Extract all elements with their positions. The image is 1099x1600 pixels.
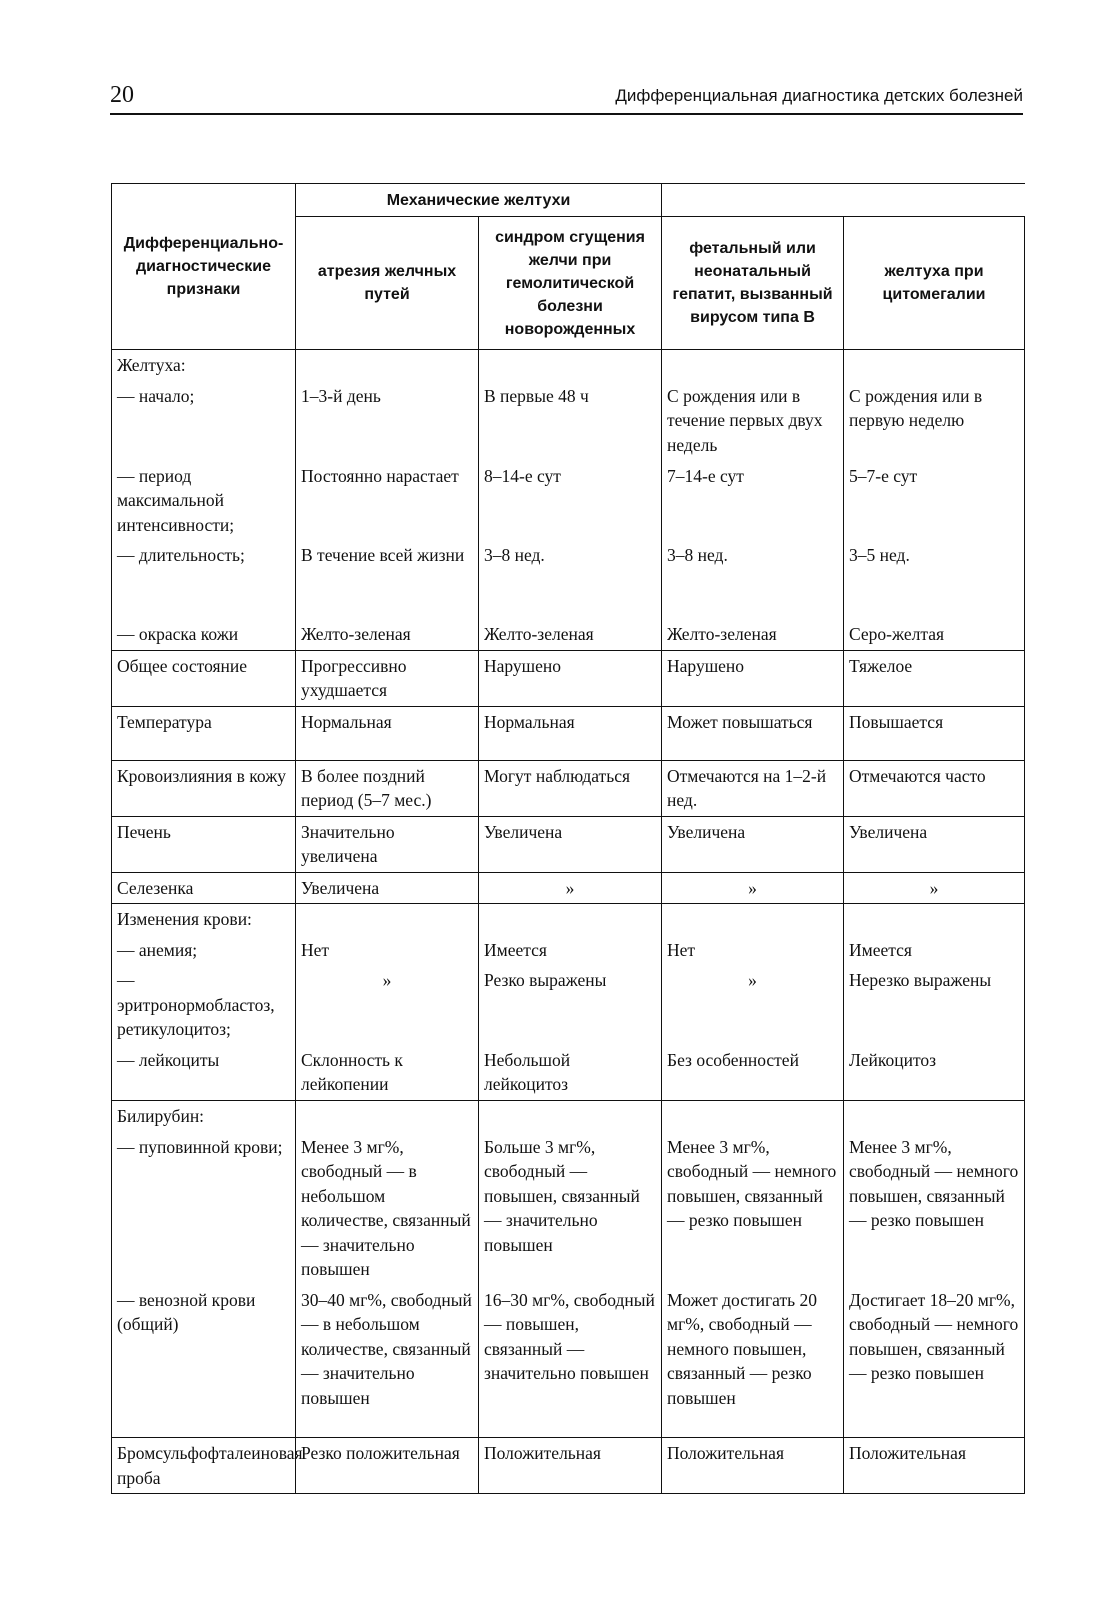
table-cell: Нерезко выражены bbox=[844, 965, 1025, 1045]
table-cell: Желто-зеленая bbox=[662, 619, 844, 650]
table-cell: В первые 48 ч bbox=[479, 381, 662, 461]
table-cell: 1–3-й день bbox=[296, 381, 479, 461]
table-cell: Увеличена bbox=[662, 816, 844, 872]
table-cell bbox=[662, 350, 844, 381]
table-cell: Резко положительная bbox=[296, 1438, 479, 1494]
table-cell: Положительная bbox=[844, 1438, 1025, 1494]
table-cell: Склонность к лейкопении bbox=[296, 1045, 479, 1101]
table-cell: Нет bbox=[296, 935, 479, 966]
table-cell bbox=[296, 350, 479, 381]
table-cell bbox=[844, 1101, 1025, 1132]
table-cell: Положительная bbox=[662, 1438, 844, 1494]
table-cell: Менее 3 мг%, свободный — в небольшом количестве, связанный — значительно повышен bbox=[296, 1132, 479, 1285]
row-label: Кровоизлияния в кожу bbox=[112, 760, 296, 816]
table-cell: Увеличена bbox=[296, 872, 479, 904]
table-cell: Может повышаться bbox=[662, 706, 844, 760]
table-cell: 3–5 нед. bbox=[844, 540, 1025, 619]
table-cell bbox=[844, 904, 1025, 935]
table-cell: Постоянно нарастает bbox=[296, 461, 479, 541]
table-cell bbox=[479, 350, 662, 381]
row-label: Бромсульфофталеиновая проба bbox=[112, 1438, 296, 1494]
header-rule bbox=[110, 113, 1023, 115]
table-cell bbox=[296, 904, 479, 935]
row-label: — окраска кожи bbox=[112, 619, 296, 650]
table-cell: 5–7-е сут bbox=[844, 461, 1025, 541]
row-label: — пуповинной крови; bbox=[112, 1132, 296, 1285]
table-cell: Лейкоцитоз bbox=[844, 1045, 1025, 1101]
table-cell: Нарушено bbox=[662, 650, 844, 706]
table-cell: 3–8 нед. bbox=[479, 540, 662, 619]
table-cell: Достигает 18–20 мг%, свободный — немного повышен, связанный — резко повышен bbox=[844, 1285, 1025, 1438]
table-cell: Серо-желтая bbox=[844, 619, 1025, 650]
group-title: Изменения крови: bbox=[112, 904, 296, 935]
table-cell: Положительная bbox=[479, 1438, 662, 1494]
table-cell: Значительно увеличена bbox=[296, 816, 479, 872]
group-header: Механические желтухи bbox=[296, 184, 662, 217]
table-cell: Может достигать 20 мг%, свободный — немного повышен, связанный — резко повышен bbox=[662, 1285, 844, 1438]
col-header: синдром сгущения желчи при гемолитической болезни новорожденных bbox=[479, 217, 662, 350]
row-label: — лейкоциты bbox=[112, 1045, 296, 1101]
row-label: — длительность; bbox=[112, 540, 296, 619]
row-label: — анемия; bbox=[112, 935, 296, 966]
col-header: желтуха при цитомегалии bbox=[844, 217, 1025, 350]
table-cell: Отмечаются часто bbox=[844, 760, 1025, 816]
table-cell: С рождения или в первую неделю bbox=[844, 381, 1025, 461]
table-cell: Нормальная bbox=[296, 706, 479, 760]
table-cell: 30–40 мг%, свободный — в небольшом количестве, связанный — значительно повышен bbox=[296, 1285, 479, 1438]
row-label: — период максимальной интенсивности; bbox=[112, 461, 296, 541]
row-label: Печень bbox=[112, 816, 296, 872]
table-cell: С рождения или в течение первых двух недель bbox=[662, 381, 844, 461]
table-cell: Менее 3 мг%, свободный — немного повышен, связанный — резко повышен bbox=[662, 1132, 844, 1285]
table-cell: Резко выражены bbox=[479, 965, 662, 1045]
col-header: атрезия желчных путей bbox=[296, 217, 479, 350]
table-cell: В течение всей жизни bbox=[296, 540, 479, 619]
group-title: Желтуха: bbox=[112, 350, 296, 381]
table-cell: Нормальная bbox=[479, 706, 662, 760]
blank-header-cell bbox=[662, 184, 1025, 217]
table-cell: Желто-зеленая bbox=[296, 619, 479, 650]
table-cell: Нет bbox=[662, 935, 844, 966]
col-header: фетальный или неонатальный гепатит, вызванный вирусом типа В bbox=[662, 217, 844, 350]
table-cell: Больше 3 мг%, свободный — повышен, связанный — значительно повышен bbox=[479, 1132, 662, 1285]
table-cell: Нарушено bbox=[479, 650, 662, 706]
table-cell bbox=[844, 350, 1025, 381]
table-cell: 16–30 мг%, свободный — повышен, связанный — значительно повышен bbox=[479, 1285, 662, 1438]
table-cell bbox=[479, 1101, 662, 1132]
table-cell: В более поздний период (5–7 мес.) bbox=[296, 760, 479, 816]
table-cell bbox=[662, 904, 844, 935]
table-cell: » bbox=[662, 965, 844, 1045]
table-cell: » bbox=[479, 872, 662, 904]
differential-diagnosis-table bbox=[111, 183, 1025, 1494]
table-cell: » bbox=[662, 872, 844, 904]
table-cell bbox=[479, 904, 662, 935]
col0-header: Дифференциально-диагностические признаки bbox=[112, 184, 296, 350]
table-cell: 7–14-е сут bbox=[662, 461, 844, 541]
table-cell: Могут наблюдаться bbox=[479, 760, 662, 816]
table-cell: » bbox=[296, 965, 479, 1045]
table-cell: Имеется bbox=[479, 935, 662, 966]
table-cell: 8–14-е сут bbox=[479, 461, 662, 541]
table-cell: Небольшой лейкоцитоз bbox=[479, 1045, 662, 1101]
table-cell: Без особенностей bbox=[662, 1045, 844, 1101]
group-title: Билирубин: bbox=[112, 1101, 296, 1132]
table-cell: Прогрессивно ухудшается bbox=[296, 650, 479, 706]
table-cell: Желто-зеленая bbox=[479, 619, 662, 650]
table-cell: Имеется bbox=[844, 935, 1025, 966]
table-cell: Тяжелое bbox=[844, 650, 1025, 706]
table-cell: Отмечаются на 1–2-й нед. bbox=[662, 760, 844, 816]
table-cell bbox=[296, 1101, 479, 1132]
table-cell bbox=[662, 1101, 844, 1132]
row-label: — эритронормобластоз, ретикулоцитоз; bbox=[112, 965, 296, 1045]
table-cell: Увеличена bbox=[479, 816, 662, 872]
row-label: Температура bbox=[112, 706, 296, 760]
table-cell: Повышается bbox=[844, 706, 1025, 760]
row-label: — венозной крови (общий) bbox=[112, 1285, 296, 1438]
page-number: 20 bbox=[110, 82, 134, 108]
row-label: — начало; bbox=[112, 381, 296, 461]
table-cell: Увеличена bbox=[844, 816, 1025, 872]
running-title: Дифференциальная диагностика детских болезней bbox=[615, 86, 1023, 105]
table-cell: Менее 3 мг%, свободный — немного повышен, связанный — резко повышен bbox=[844, 1132, 1025, 1285]
table-cell: 3–8 нед. bbox=[662, 540, 844, 619]
row-label: Общее состояние bbox=[112, 650, 296, 706]
row-label: Селезенка bbox=[112, 872, 296, 904]
table-cell: » bbox=[844, 872, 1025, 904]
